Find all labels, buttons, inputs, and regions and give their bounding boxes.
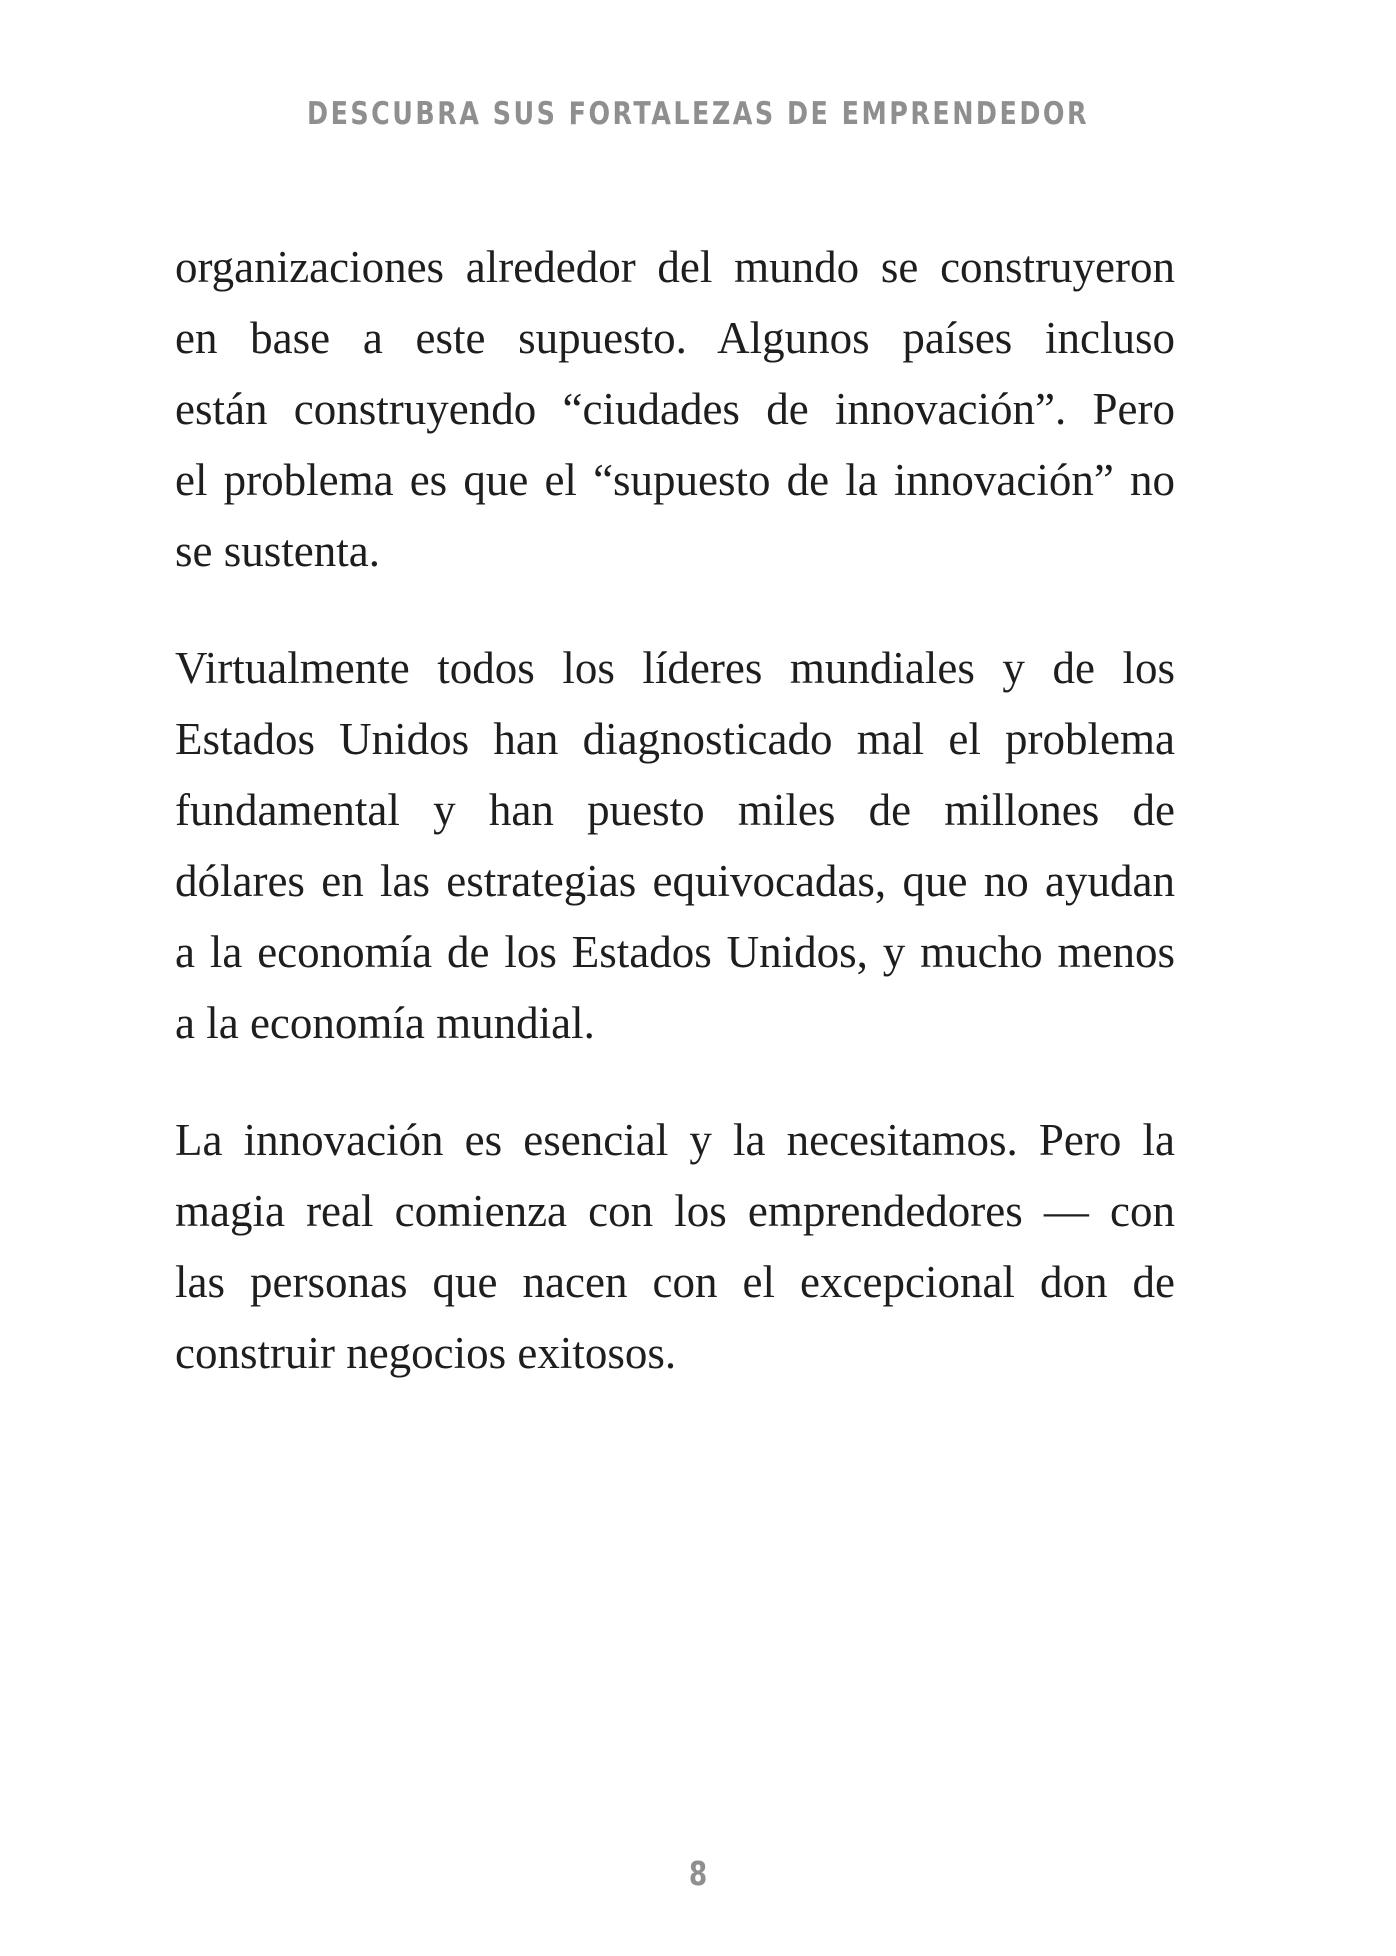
paragraph-1 [175, 232, 1175, 587]
text-line: Virtualmente todos los líderes mundiales y de los [175, 643, 1175, 693]
text-line: en base a este supuesto. Algunos países incluso [175, 313, 1175, 363]
text-line: las personas que nacen con el excepcional don de [175, 1257, 1175, 1307]
text-line: están construyendo “ciudades de innovación”. Pero [175, 384, 1175, 434]
page-number: 8 [688, 1854, 708, 1893]
paragraph-2 [175, 633, 1175, 1059]
text-line: construir negocios exitosos. [175, 1328, 677, 1378]
text-line: La innovación es esencial y la necesitamos. Pero la [175, 1115, 1175, 1165]
text-line: dólares en las estrategias equivocadas, que no ayudan [175, 856, 1175, 906]
running-head: DESCUBRA SUS FORTALEZAS DE EMPRENDEDOR [307, 96, 1089, 132]
body-text [175, 232, 1175, 1435]
text-line: organizaciones alrededor del mundo se construyeron [175, 242, 1175, 292]
text-line: Estados Unidos han diagnosticado mal el problema [175, 714, 1175, 764]
text-line: se sustenta. [175, 526, 380, 576]
text-line: a la economía de los Estados Unidos, y mucho menos [175, 927, 1175, 977]
paragraph-3 [175, 1105, 1175, 1389]
text-line: el problema es que el “supuesto de la innovación” no [175, 455, 1175, 505]
text-line: magia real comienza con los emprendedores — con [175, 1186, 1175, 1236]
text-line: fundamental y han puesto miles de millones de [175, 785, 1175, 835]
text-line: a la economía mundial. [175, 998, 595, 1048]
